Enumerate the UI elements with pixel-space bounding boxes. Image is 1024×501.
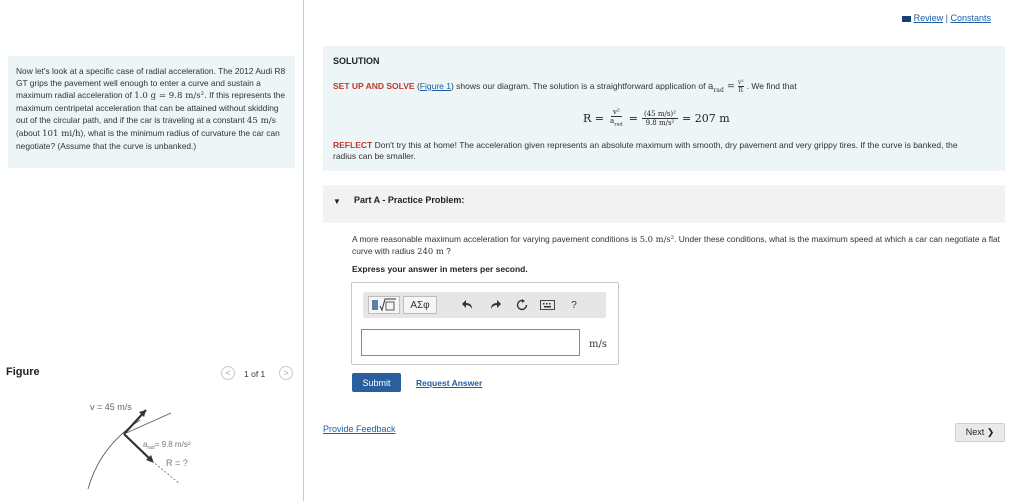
part-a-header[interactable] [323, 185, 1005, 223]
tangent-line [124, 413, 171, 434]
setup-formula [708, 81, 747, 92]
problem-text-4: ), what is the minimum radius of curvature the car can negotiate? (Assume that the curve is unbanked.) [16, 128, 280, 151]
reflect-text [333, 140, 983, 162]
solution-equation [583, 105, 730, 131]
collapse-caret-icon[interactable]: ▼ [333, 197, 341, 206]
answer-box [351, 282, 619, 365]
setup-formula-eq: = [723, 81, 738, 92]
eq-result: = 207 m [681, 111, 730, 125]
eq-equals: = [628, 111, 638, 125]
solution-box [323, 46, 1005, 171]
answer-instruction: Express your answer in meters per second. [352, 264, 528, 274]
setup-formula-den: R [738, 87, 743, 94]
math-toolbar [363, 292, 606, 318]
eq-frac1-den-sub: rad [614, 121, 623, 128]
eq-frac2-num: (45 m/s)² [643, 109, 676, 118]
question-text-1: A more reasonable maximum acceleration for varying pavement conditions is [352, 234, 638, 244]
svg-text:arad= 9.8 m/s² [143, 440, 191, 451]
templates-icon [371, 298, 397, 312]
question-radius: 240 m [417, 246, 444, 256]
reset-icon [516, 299, 528, 311]
setup-open: ( [416, 81, 420, 91]
review-link[interactable]: Review [913, 13, 944, 23]
question-accel: 5.0 m/s² [639, 234, 675, 244]
figure-1-link[interactable]: Figure 1 [419, 81, 451, 91]
setup-formula-num: v² [737, 79, 744, 86]
setup-label: SET UP AND SOLVE [333, 81, 415, 91]
eq-frac1 [608, 108, 625, 127]
redo-icon [489, 299, 501, 311]
problem-speed-mph: 101 mi/h [42, 129, 81, 139]
undo-icon [462, 299, 474, 311]
answer-input[interactable] [361, 329, 580, 356]
label-arad-value: = 9.8 m/s² [154, 440, 191, 449]
constants-link[interactable]: Constants [950, 13, 991, 23]
label-velocity: v = 45 m/s [90, 402, 132, 412]
figure-pager: 1 of 1 [244, 369, 266, 379]
problem-text-3: (about [16, 128, 40, 138]
eq-frac1-num: v² [613, 108, 620, 117]
keyboard-icon [540, 300, 555, 310]
greek-symbols-button[interactable]: ΑΣφ [403, 296, 437, 314]
redo-button[interactable] [487, 296, 503, 314]
answer-unit: m/s [589, 339, 607, 350]
question-text-3: ? [446, 246, 451, 256]
label-arad: a [143, 440, 148, 449]
figure-header [6, 366, 296, 384]
setup-formula-a: a [707, 81, 714, 92]
eq-lhs: R = [583, 111, 604, 125]
figure-prev-button[interactable]: < [221, 366, 235, 380]
left-panel [0, 0, 304, 501]
keyboard-button[interactable] [538, 296, 556, 314]
label-radius: R = ? [166, 458, 188, 468]
next-button[interactable] [955, 423, 1005, 442]
figure-next-button[interactable]: > [279, 366, 293, 380]
templates-button[interactable] [368, 296, 400, 314]
provide-feedback-link[interactable]: Provide Feedback [323, 424, 396, 434]
setup-formula-sub: rad [713, 86, 724, 94]
review-constants-links [902, 13, 991, 23]
label-arad-sub: rad [147, 445, 155, 451]
chevron-right-icon: ❯ [986, 427, 995, 437]
problem-speed: 45 m/s [246, 116, 277, 126]
problem-text-2: If this represents the maximum centripetal acceleration that can be attained without skidding out of the circular path, and if the car is traveling at a constant [16, 90, 286, 125]
figure-title: Figure [6, 366, 40, 378]
setup-text: ) shows our diagram. The solution is a straightforward application of [450, 81, 706, 91]
review-icon [902, 16, 911, 22]
next-label: Next [965, 427, 985, 437]
problem-text-1: Now let's look at a specific case of radial acceleration. The 2012 Audi R8 GT grips the pavement well enough to enter a curve and sustain a maximum radial acceleration of [16, 66, 286, 100]
problem-statement [8, 56, 295, 168]
help-button[interactable]: ? [571, 299, 577, 311]
problem-accel: 1.0 g = 9.8 m/s². [134, 91, 207, 101]
reset-button[interactable] [514, 296, 530, 314]
request-answer-link[interactable]: Request Answer [416, 378, 483, 388]
setup-tail: . We find that [746, 81, 797, 91]
part-a-question [352, 233, 1002, 257]
setup-and-solve [333, 79, 797, 94]
submit-button[interactable]: Submit [352, 373, 401, 392]
eq-frac2-den: 9.8 m/s² [645, 118, 675, 127]
reflect-body: Don't try this at home! The acceleration given represents an absolute maximum with smooth, dry pavement and very grippy tires. If the curve is banked, the radius can be smaller. [333, 140, 958, 161]
eq-frac1-den: a [610, 117, 615, 126]
solution-title: SOLUTION [333, 56, 380, 66]
header-separator: | [945, 13, 948, 23]
undo-button[interactable] [460, 296, 476, 314]
figure-diagram [80, 396, 230, 492]
reflect-label: REFLECT [333, 140, 373, 150]
part-a-title: Part A - Practice Problem: [354, 195, 465, 205]
eq-frac2 [642, 110, 678, 127]
question-text-2: . Under these conditions, what is the maximum speed at which a car can negotiate a flat curve with radius [352, 234, 1000, 256]
